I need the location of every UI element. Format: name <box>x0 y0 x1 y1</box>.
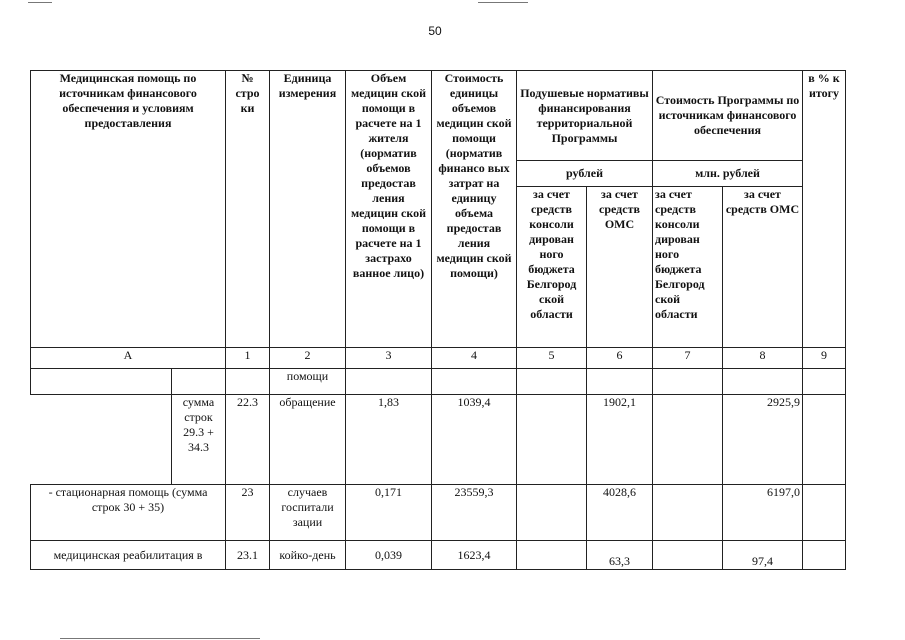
unit-cell: случаев госпитали зации <box>270 485 346 541</box>
index-cell: 6 <box>587 348 653 369</box>
header-care-type: Медицинская помощь по источникам финансового обеспечения и условиям предоставления <box>31 71 226 348</box>
scan-artifact-line <box>478 2 528 3</box>
unit-cell: обращение <box>270 395 346 485</box>
header-rubles: рублей <box>517 161 653 187</box>
row-label: - стационарная помощь (сумма строк 30 + 35) <box>31 485 226 541</box>
oms-norm-cell: 63,3 <box>587 541 653 570</box>
unit-cell: койко-день <box>270 541 346 570</box>
index-cell: 7 <box>653 348 723 369</box>
header-budget-norm: за счет средств консоли дирован ного бюджета Белгород ской области <box>517 187 587 348</box>
volume-cell: 0,039 <box>346 541 432 570</box>
page-number: 50 <box>428 24 442 38</box>
oms-total-cell: 2925,9 <box>723 395 803 485</box>
table-row <box>31 541 846 570</box>
column-index-row <box>31 348 846 369</box>
header-budget-cost: за счет средств консоли дирован ного бюджета Белгород ской области <box>653 187 723 348</box>
header-mln-rubles: млн. рублей <box>653 161 803 187</box>
header-oms-cost: за счет средств ОМС <box>723 187 803 348</box>
header-row <box>31 71 846 161</box>
index-cell: 9 <box>803 348 846 369</box>
index-cell: 5 <box>517 348 587 369</box>
row-label: сумма строк 29.3 + 34.3 <box>172 395 226 485</box>
header-program-cost: Стоимость Программы по источникам финансового обеспечения <box>653 71 803 161</box>
header-oms-norm: за счет средств ОМС <box>587 187 653 348</box>
row-number: 22.3 <box>226 395 270 485</box>
unit-cell: помощи <box>270 369 346 395</box>
volume-cell: 1,83 <box>346 395 432 485</box>
header-volume: Объем медицин ской помощи в расчете на 1 жителя (норматив объемов предостав ления медицин ской помощи в расчете на 1 застрахо ванное лицо) <box>346 71 432 348</box>
oms-total-cell: 6197,0 <box>723 485 803 541</box>
table-row <box>31 395 846 485</box>
scan-artifact-line <box>28 2 52 3</box>
row-label: медицинская реабилитация в <box>31 541 226 570</box>
table-row <box>31 369 846 395</box>
index-cell: 2 <box>270 348 346 369</box>
oms-norm-cell: 4028,6 <box>587 485 653 541</box>
index-cell: 8 <box>723 348 803 369</box>
unit-cost-cell: 23559,3 <box>432 485 517 541</box>
volume-cell: 0,171 <box>346 485 432 541</box>
oms-norm-cell: 1902,1 <box>587 395 653 485</box>
oms-total-cell: 97,4 <box>723 541 803 570</box>
scan-artifact-line <box>60 638 260 639</box>
index-cell: 1 <box>226 348 270 369</box>
unit-cost-cell: 1039,4 <box>432 395 517 485</box>
row-number: 23.1 <box>226 541 270 570</box>
unit-cost-cell: 1623,4 <box>432 541 517 570</box>
row-number: 23 <box>226 485 270 541</box>
header-unit-cost: Стоимость единицы объемов медицин ской помощи (норматив финансо вых затрат на единицу объема предостав ления медицин ской помощи) <box>432 71 517 348</box>
index-cell: 4 <box>432 348 517 369</box>
index-cell: А <box>31 348 226 369</box>
index-cell: 3 <box>346 348 432 369</box>
header-row-number: № стро ки <box>226 71 270 348</box>
header-per-capita-norms: Подушевые нормативы финансирования территориальной Программы <box>517 71 653 161</box>
header-unit: Единица измерения <box>270 71 346 348</box>
header-percent-total: в % к итогу <box>803 71 846 348</box>
table-row <box>31 485 846 541</box>
financing-table <box>30 70 846 570</box>
